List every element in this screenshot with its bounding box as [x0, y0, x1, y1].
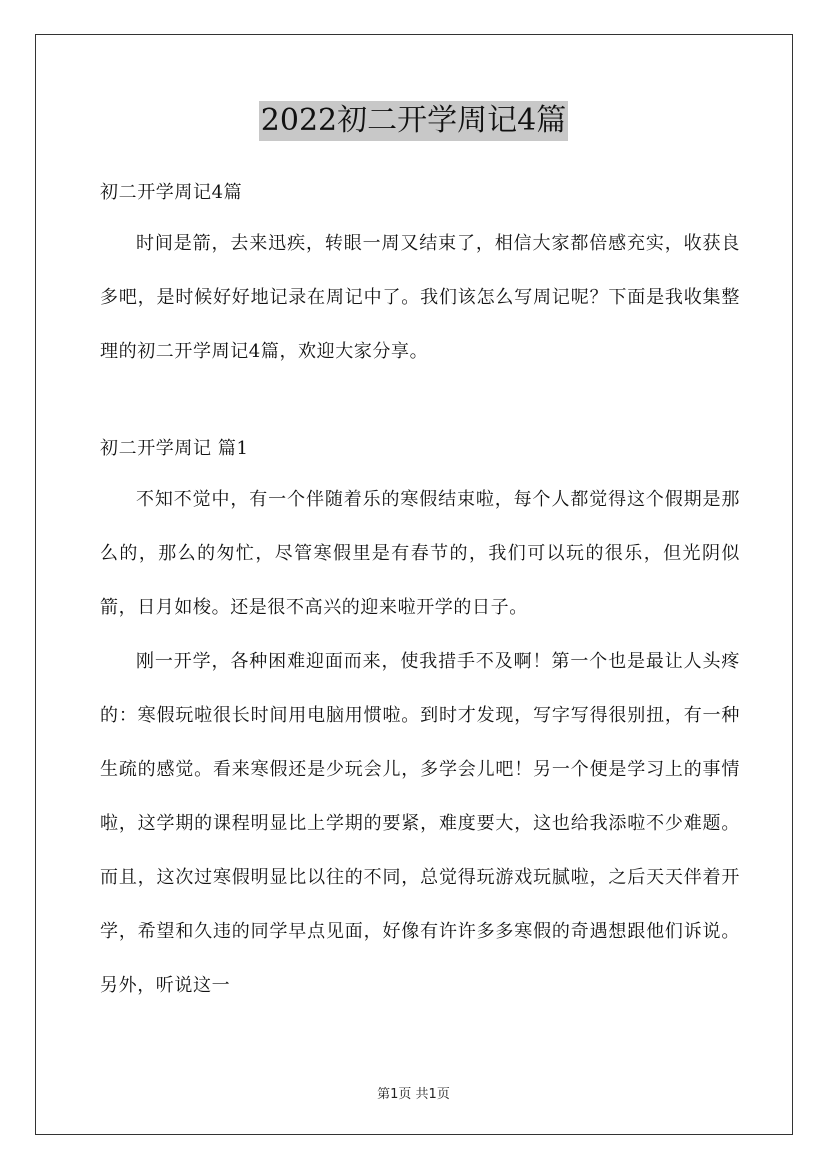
- page-footer: 第1页 共1页: [377, 1087, 450, 1102]
- section1-paragraph: 刚一开学，各种困难迎面而来，使我措手不及啊！第一个也是最让人头疼的：寒假玩啦很长时间用电脑用惯啦。到时才发现，写字写得很别扭，有一种生疏的感觉。看来寒假还是少玩会儿，多学会儿吧！另一个便是学习上的事情啦，这学期的课程明显比上学期的要紧，难度要大，这也给我添啦不少难题。而且，这次过寒假明显比以往的不同，总觉得玩游戏玩腻啦，之后天天伴着开学，希望和久违的同学早点见面，好像有许许多多寒假的奇遇想跟他们诉说。另外，听说这一: [100, 651, 740, 996]
- title-container: [0, 101, 827, 141]
- section1-paragraph: 不知不觉中，有一个伴随着乐的寒假结束啦，每个人都觉得这个假期是那么的，那么的匆忙，尽管寒假里是有春节的，我们可以玩的很乐，但光阴似箭，日月如梭。还是很不高兴的迎来啦开学的日子。: [100, 489, 740, 618]
- spacer: [100, 379, 740, 431]
- intro-heading: 初二开学周记4篇: [100, 182, 243, 203]
- section1-heading: 初二开学周记 篇1: [100, 438, 249, 459]
- document-title: 2022初二开学周记4篇: [259, 101, 568, 141]
- document-body: [100, 175, 740, 1013]
- intro-paragraph: 时间是箭，去来迅疾，转眼一周又结束了，相信大家都倍感充实，收获良多吧，是时候好好地记录在周记中了。我们该怎么写周记呢？下面是我收集整理的初二开学周记4篇，欢迎大家分享。: [100, 233, 740, 362]
